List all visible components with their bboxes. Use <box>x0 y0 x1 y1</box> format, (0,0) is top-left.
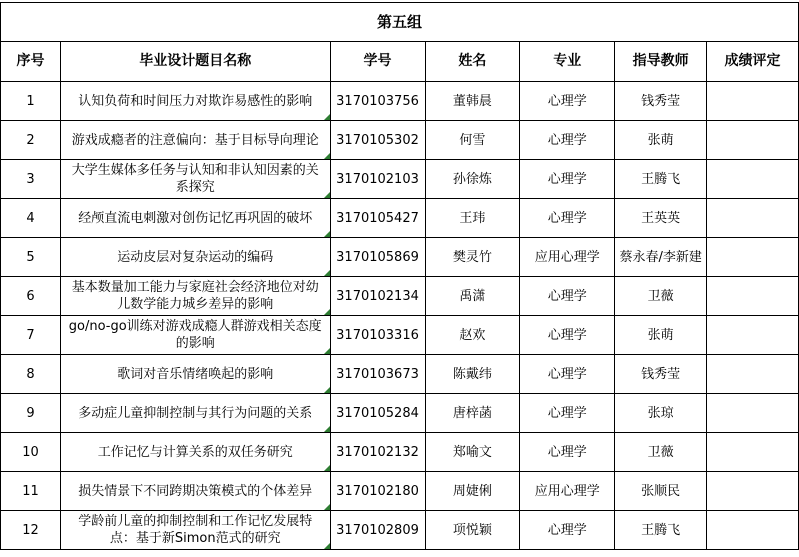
student-name-cell[interactable] <box>425 199 520 238</box>
thesis-text: 学龄前儿童的抑制控制和工作记忆发展特点：基于新Simon范式的研究 <box>78 514 313 546</box>
header-advisor: 指导教师 <box>615 42 707 82</box>
comment-indicator <box>324 270 330 276</box>
major-text: 心理学 <box>547 327 587 343</box>
seq-text: 4 <box>26 210 35 226</box>
grade-cell[interactable] <box>707 511 799 550</box>
major-cell[interactable] <box>520 316 615 355</box>
major-cell[interactable] <box>520 121 615 160</box>
major-cell[interactable] <box>520 472 615 511</box>
comment-indicator <box>324 309 330 315</box>
thesis-text: 歌词对音乐情绪唤起的影响 <box>117 366 274 382</box>
name-text: 赵欢 <box>459 327 486 343</box>
student-id-text: 3170105869 <box>336 249 419 265</box>
grade-cell[interactable] <box>707 472 799 511</box>
major-text: 应用心理学 <box>534 483 600 499</box>
seq-cell[interactable] <box>1 82 61 121</box>
advisor-cell[interactable] <box>615 433 707 472</box>
student-name-cell[interactable] <box>425 82 520 121</box>
advisor-cell[interactable] <box>615 316 707 355</box>
advisor-cell[interactable] <box>615 394 707 433</box>
student-name-cell[interactable] <box>425 160 520 199</box>
student-id-text: 3170103756 <box>336 93 419 109</box>
student-id-cell[interactable] <box>330 433 425 472</box>
seq-cell[interactable] <box>1 472 61 511</box>
header-name: 姓名 <box>425 42 520 82</box>
major-text: 心理学 <box>547 288 587 304</box>
student-id-text: 3170103673 <box>336 366 419 382</box>
thesis-text: 多动症儿童抑制控制与其行为问题的关系 <box>78 405 313 421</box>
advisor-text: 钱秀莹 <box>641 93 681 109</box>
grade-cell[interactable] <box>707 121 799 160</box>
student-id-cell[interactable] <box>330 511 425 550</box>
thesis-text: go/no-go训练对游戏成瘾人群游戏相关态度的影响 <box>68 319 322 351</box>
advisor-text: 王腾飞 <box>641 522 681 538</box>
thesis-title-cell[interactable] <box>60 160 330 199</box>
major-cell[interactable] <box>520 511 615 550</box>
thesis-text: 经颅直流电刺激对创伤记忆再巩固的破坏 <box>78 210 313 226</box>
thesis-title-cell[interactable] <box>60 316 330 355</box>
name-text: 陈戴纬 <box>452 366 492 382</box>
student-id-text: 3170105427 <box>336 210 419 226</box>
major-text: 心理学 <box>547 405 587 421</box>
major-text: 心理学 <box>547 171 587 187</box>
advisor-text: 卫薇 <box>647 444 674 460</box>
thesis-text: 认知负荷和时间压力对欺诈易感性的影响 <box>78 93 313 109</box>
major-cell[interactable] <box>520 277 615 316</box>
advisor-text: 钱秀莹 <box>641 366 681 382</box>
thesis-table <box>0 2 799 550</box>
seq-text: 8 <box>26 366 35 382</box>
header-row <box>1 42 799 82</box>
student-id-cell[interactable] <box>330 121 425 160</box>
major-text: 心理学 <box>547 210 587 226</box>
thesis-text: 大学生媒体多任务与认知和非认知因素的关系探究 <box>71 163 319 195</box>
name-text: 樊灵竹 <box>452 249 492 265</box>
table-row <box>1 433 799 472</box>
advisor-cell[interactable] <box>615 472 707 511</box>
advisor-text: 张琼 <box>647 405 674 421</box>
comment-indicator <box>324 153 330 159</box>
comment-indicator <box>324 192 330 198</box>
advisor-cell[interactable] <box>615 511 707 550</box>
student-id-cell[interactable] <box>330 394 425 433</box>
table-row <box>1 160 799 199</box>
table-row <box>1 121 799 160</box>
thesis-title-cell[interactable] <box>60 394 330 433</box>
seq-text: 2 <box>26 132 35 148</box>
student-id-text: 3170102132 <box>336 444 419 460</box>
seq-cell[interactable] <box>1 199 61 238</box>
table-row <box>1 277 799 316</box>
grade-cell[interactable] <box>707 433 799 472</box>
grade-cell[interactable] <box>707 355 799 394</box>
grade-cell[interactable] <box>707 394 799 433</box>
comment-indicator <box>324 543 330 549</box>
student-id-cell[interactable] <box>330 472 425 511</box>
advisor-cell[interactable] <box>615 121 707 160</box>
grade-cell[interactable] <box>707 82 799 121</box>
seq-cell[interactable] <box>1 316 61 355</box>
table-row <box>1 316 799 355</box>
name-text: 孙徐炼 <box>452 171 492 187</box>
thesis-title-cell[interactable] <box>60 82 330 121</box>
thesis-title-cell[interactable] <box>60 472 330 511</box>
name-text: 何雪 <box>459 132 486 148</box>
advisor-text: 张萌 <box>647 132 674 148</box>
table-row <box>1 394 799 433</box>
major-cell[interactable] <box>520 394 615 433</box>
comment-indicator <box>324 231 330 237</box>
student-id-text: 3170105302 <box>336 132 419 148</box>
major-cell[interactable] <box>520 433 615 472</box>
seq-cell[interactable] <box>1 511 61 550</box>
group-title: 第五组 <box>1 3 799 42</box>
student-name-cell[interactable] <box>425 472 520 511</box>
major-text: 心理学 <box>547 93 587 109</box>
advisor-cell[interactable] <box>615 160 707 199</box>
major-cell[interactable] <box>520 238 615 277</box>
student-id-text: 3170105284 <box>336 405 419 421</box>
student-id-cell[interactable] <box>330 199 425 238</box>
table-row <box>1 238 799 277</box>
major-text: 心理学 <box>547 132 587 148</box>
major-text: 心理学 <box>547 522 587 538</box>
major-cell[interactable] <box>520 160 615 199</box>
seq-cell[interactable] <box>1 394 61 433</box>
student-id-cell[interactable] <box>330 355 425 394</box>
advisor-text: 张顺民 <box>641 483 681 499</box>
grade-cell[interactable] <box>707 277 799 316</box>
table-row <box>1 355 799 394</box>
advisor-cell[interactable] <box>615 277 707 316</box>
student-id-cell[interactable] <box>330 238 425 277</box>
student-name-cell[interactable] <box>425 511 520 550</box>
seq-text: 9 <box>26 405 35 421</box>
student-name-cell[interactable] <box>425 433 520 472</box>
seq-text: 1 <box>26 93 35 109</box>
seq-text: 5 <box>26 249 35 265</box>
student-name-cell[interactable] <box>425 355 520 394</box>
thesis-title-cell[interactable] <box>60 121 330 160</box>
advisor-text: 王英英 <box>641 210 681 226</box>
advisor-cell[interactable] <box>615 82 707 121</box>
grade-cell[interactable] <box>707 316 799 355</box>
student-id-text: 3170103316 <box>336 327 419 343</box>
table-row <box>1 199 799 238</box>
student-id-text: 3170102134 <box>336 288 419 304</box>
advisor-cell[interactable] <box>615 238 707 277</box>
seq-text: 11 <box>22 483 39 499</box>
advisor-text: 王腾飞 <box>641 171 681 187</box>
seq-cell[interactable] <box>1 277 61 316</box>
name-text: 董韩晨 <box>452 93 492 109</box>
thesis-title-cell[interactable] <box>60 511 330 550</box>
name-text: 项悦颖 <box>452 522 492 538</box>
thesis-title-cell[interactable] <box>60 277 330 316</box>
grade-cell[interactable] <box>707 160 799 199</box>
header-grade: 成绩评定 <box>707 42 799 82</box>
advisor-text: 张萌 <box>647 327 674 343</box>
major-text: 心理学 <box>547 366 587 382</box>
name-text: 唐梓菡 <box>452 405 492 421</box>
thesis-title-cell[interactable] <box>60 238 330 277</box>
name-text: 周婕俐 <box>452 483 492 499</box>
header-student-id: 学号 <box>330 42 425 82</box>
seq-text: 7 <box>26 327 35 343</box>
major-cell[interactable] <box>520 82 615 121</box>
student-id-cell[interactable] <box>330 160 425 199</box>
student-id-cell[interactable] <box>330 316 425 355</box>
seq-text: 12 <box>22 522 39 538</box>
thesis-text: 游戏成瘾者的注意偏向：基于目标导向理论 <box>71 132 319 148</box>
header-thesis: 毕业设计题目名称 <box>60 42 330 82</box>
table-row <box>1 511 799 550</box>
thesis-title-cell[interactable] <box>60 433 330 472</box>
comment-indicator <box>324 348 330 354</box>
thesis-title-cell[interactable] <box>60 199 330 238</box>
header-seq: 序号 <box>1 42 61 82</box>
name-text: 禹潇 <box>459 288 486 304</box>
advisor-cell[interactable] <box>615 355 707 394</box>
seq-cell[interactable] <box>1 238 61 277</box>
header-major: 专业 <box>520 42 615 82</box>
comment-indicator <box>324 387 330 393</box>
comment-indicator <box>324 426 330 432</box>
table-row <box>1 82 799 121</box>
comment-indicator <box>324 114 330 120</box>
seq-cell[interactable] <box>1 355 61 394</box>
student-name-cell[interactable] <box>425 316 520 355</box>
comment-indicator <box>324 504 330 510</box>
seq-text: 10 <box>22 444 39 460</box>
major-cell[interactable] <box>520 355 615 394</box>
student-name-cell[interactable] <box>425 238 520 277</box>
comment-indicator <box>324 465 330 471</box>
student-name-cell[interactable] <box>425 121 520 160</box>
seq-text: 6 <box>26 288 35 304</box>
student-id-cell[interactable] <box>330 277 425 316</box>
student-id-cell[interactable] <box>330 82 425 121</box>
seq-text: 3 <box>26 171 35 187</box>
thesis-text: 基本数量加工能力与家庭社会经济地位对幼儿数学能力城乡差异的影响 <box>71 280 319 312</box>
table-row <box>1 472 799 511</box>
name-text: 王玮 <box>459 210 486 226</box>
thesis-text: 损失情景下不同跨期决策模式的个体差异 <box>78 483 313 499</box>
advisor-text: 卫薇 <box>647 288 674 304</box>
student-id-text: 3170102180 <box>336 483 419 499</box>
major-text: 心理学 <box>547 444 587 460</box>
seq-cell[interactable] <box>1 121 61 160</box>
thesis-text: 工作记忆与计算关系的双任务研究 <box>97 444 293 460</box>
seq-cell[interactable] <box>1 433 61 472</box>
thesis-text: 运动皮层对复杂运动的编码 <box>117 249 274 265</box>
student-id-text: 3170102103 <box>336 171 419 187</box>
student-id-text: 3170102809 <box>336 522 419 538</box>
student-name-cell[interactable] <box>425 394 520 433</box>
grade-cell[interactable] <box>707 199 799 238</box>
seq-cell[interactable] <box>1 160 61 199</box>
major-cell[interactable] <box>520 199 615 238</box>
advisor-cell[interactable] <box>615 199 707 238</box>
thesis-title-cell[interactable] <box>60 355 330 394</box>
grade-cell[interactable] <box>707 238 799 277</box>
name-text: 郑喻文 <box>452 444 492 460</box>
advisor-text: 蔡永春/李新建 <box>619 249 702 265</box>
major-text: 应用心理学 <box>534 249 600 265</box>
student-name-cell[interactable] <box>425 277 520 316</box>
